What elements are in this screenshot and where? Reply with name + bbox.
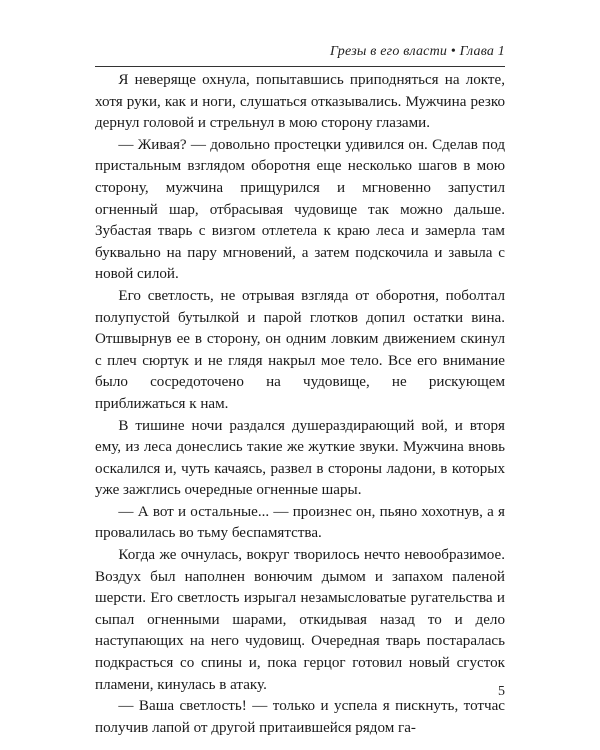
running-header: Грезы в его власти • Глава 1	[330, 44, 505, 59]
paragraph: В тишине ночи раздался душераздирающий вой, и вторя ему, из леса донеслись такие же жуткие звуки. Мужчина вновь оскалился и, чуть качаясь, развел в стороны ладони, в которых уже зажглись очередные огненные шары.	[95, 417, 505, 499]
header-rule	[95, 66, 505, 67]
paragraph: — А вот и остальные... — произнес он, пьяно хохотнув, а я провалилась во тьму беспамятства.	[95, 503, 505, 542]
paragraph: Когда же очнулась, вокруг творилось нечто невообразимое. Воздух был наполнен вонючим дымом и запахом паленой шерсти. Его светлость изрыгал незамысловатые ругательства и сыпал огненными шарами, откидывая назад то и дело наступающих на него чудовищ. Очередная тварь постаралась подкрасться со спины и, пока герцог готовил новый сгусток пламени, кинулась в атаку.	[95, 547, 505, 693]
paragraph: Я неверяще охнула, попытавшись приподняться на локте, хотя руки, как и ноги, слушаться отказывались. Мужчина резко дернул головой и стрельнул в мою сторону глазами.	[95, 72, 505, 132]
paragraph: Его светлость, не отрывая взгляда от оборотня, поболтал полупустой бутылкой и парой глотков допил остатки вина. Отшвырнув ее в сторону, он одним ловким движением скинул с плеч сюртук и не глядя накрыл мое тело. Все его внимание было сосредоточено на чудовище, не рискующем приближаться к нам.	[95, 287, 505, 412]
page-number: 5	[498, 684, 505, 699]
paragraph: — Ваша светлость! — только и успела я пискнуть, тотчас получив лапой от другой притаившейся рядом га-	[95, 698, 505, 736]
body-text	[95, 70, 505, 739]
paragraph: — Живая? — довольно простецки удивился он. Сделав под пристальным взглядом оборотня еще несколько шагов в мою сторону, мужчина прищурился и мгновенно запустил огненный шар, отбрасывая чудовище так можно дальше. Зубастая тварь с визгом отлетела к краю леса и замерла там буквально на пару мгновений, а затем подскочила и завыла с новой силой.	[95, 136, 505, 283]
